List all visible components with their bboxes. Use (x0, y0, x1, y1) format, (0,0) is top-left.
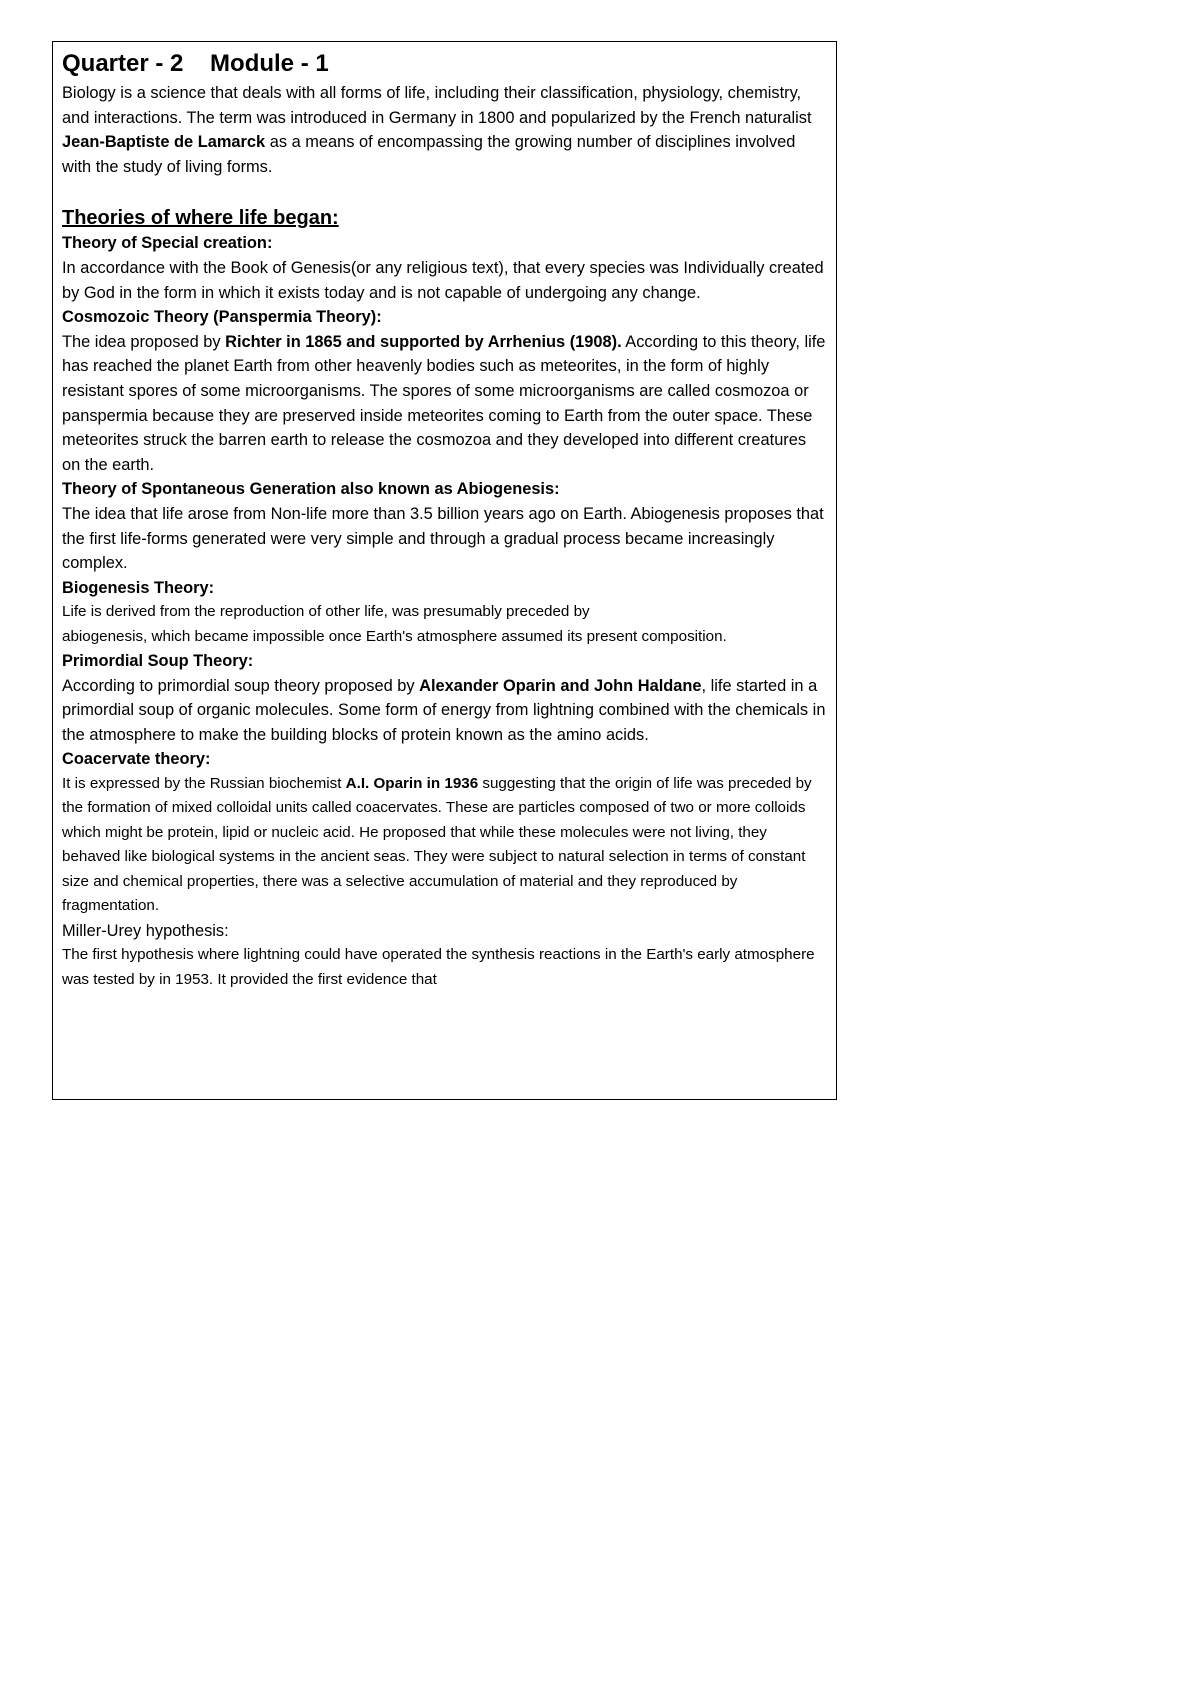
primordial-text: According to primordial soup theory proposed by Alexander Oparin and John Haldane, life started in a primordial soup of organic molecules. Some form of energy from lightning combined with the chemicals in the atmosphere to make the building blocks of protein known as the amino acids. (62, 676, 826, 744)
primordial-heading: Primordial Soup Theory: (62, 652, 254, 671)
biogenesis-line-1: Life is derived from the reproduction of other life, was presumably preceded by (62, 603, 590, 621)
biogenesis-line-2: abiogenesis, which became impossible once Earth's atmosphere assumed its present composition. (62, 627, 727, 645)
biogenesis-heading: Biogenesis Theory: (62, 578, 215, 597)
cosmozoic-bold: Richter in 1865 and supported by Arrhenius (1908). (225, 332, 622, 351)
special-creation-text: In accordance with the Book of Genesis(or any religious text), that every species was Individually created by God in the form in which it exists today and is not capable of undergoing any change. (62, 258, 824, 302)
spontaneous-heading: Theory of Spontaneous Generation also known as Abiogenesis: (62, 480, 560, 499)
page-title: Quarter - 2 Module - 1 (62, 50, 329, 77)
miller-urey-text: The first hypothesis where lightning could have operated the synthesis reactions in the Earth's early atmosphere was tested by in 1953. It provided the first evidence that (62, 946, 815, 988)
spacer (62, 179, 828, 205)
coacervate-heading: Coacervate theory: (62, 750, 211, 769)
miller-urey-heading: Miller-Urey hypothesis: (62, 921, 229, 940)
intro-paragraph: Biology is a science that deals with all forms of life, including their classification, physiology, chemistry, and interactions. The term was introduced in Germany in 1800 and popularized by the French naturalist Jean-Baptiste de Lamarck as a means of encompassing the growing number of disciplines involved with the study of living forms. (62, 84, 812, 176)
spontaneous-text: The idea that life arose from Non-life more than 3.5 billion years ago on Earth. Abiogenesis proposes that the first life-forms generated were very simple and through a gradual process became increasingly complex. (62, 504, 824, 573)
cosmozoic-text: The idea proposed by Richter in 1865 and supported by Arrhenius (1908). According to this theory, life has reached the planet Earth from other heavenly bodies such as meteorites, in the form of highly resistant spores of some microorganisms. The spores of some microorganisms are called cosmozoa or panspermia because they are preserved inside meteorites coming to Earth from the outer space. These meteorites struck the barren earth to release the cosmozoa and they developed into different creatures on the earth. (62, 332, 826, 474)
section-heading: Theories of where life began: (62, 207, 339, 230)
cosmozoic-heading: Cosmozoic Theory (Panspermia Theory): (62, 308, 382, 327)
primordial-bold: Alexander Oparin and John Haldane (419, 676, 702, 695)
coacervate-text: It is expressed by the Russian biochemist A.I. Oparin in 1936 suggesting that the origin of life was preceded by the formation of mixed colloidal units called coacervates. These are particles composed of two or more colloids which might be protein, lipid or nucleic acid. He proposed that while these molecules were not living, they behaved like biological systems in the ancient seas. They were subject to natural selection in terms of constant size and chemical properties, there was a selective accumulation of material and they reproduced by fragmentation. (62, 775, 812, 915)
special-creation-heading: Theory of Special creation: (62, 234, 273, 253)
content-box (52, 41, 837, 1100)
coacervate-bold: A.I. Oparin in 1936 (345, 775, 479, 793)
intro-bold-name: Jean-Baptiste de Lamarck (62, 133, 266, 152)
